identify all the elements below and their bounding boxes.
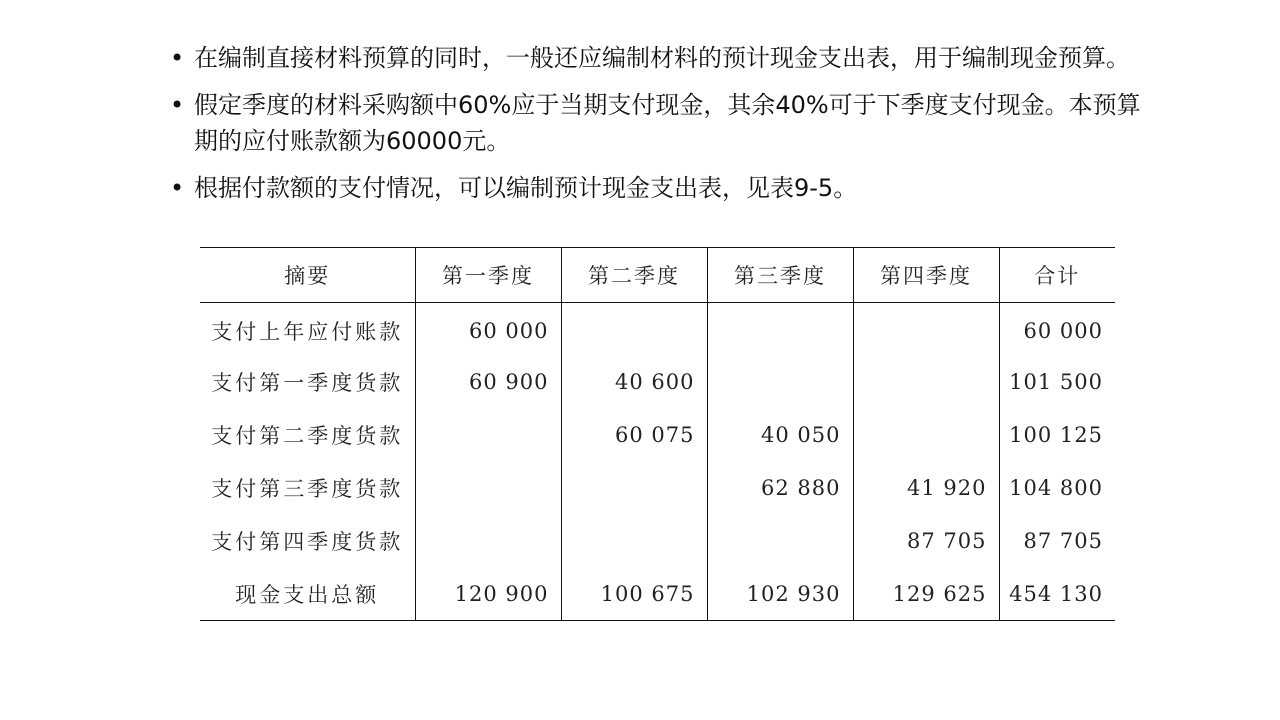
- row-label: 支付第三季度货款: [211, 477, 404, 501]
- column-header: 摘要: [200, 248, 415, 303]
- row-label: 支付第二季度货款: [211, 424, 404, 448]
- cash-expenditure-table: [200, 247, 1115, 621]
- row-label: 现金支出总额: [200, 568, 415, 621]
- table-cell: 101 500: [999, 356, 1115, 409]
- table-cell: [561, 515, 707, 568]
- table-cell: 102 930: [707, 568, 853, 621]
- table-cell: 60 000: [999, 303, 1115, 356]
- table-cell: 129 625: [853, 568, 999, 621]
- table-cell: [853, 303, 999, 356]
- table-row: [200, 409, 1115, 462]
- row-label: 支付上年应付账款: [211, 320, 404, 345]
- table-cell: [853, 356, 999, 409]
- bullet-list: [170, 40, 1150, 217]
- table-cell: 454 130: [999, 568, 1115, 621]
- table-cell: [415, 462, 561, 515]
- table-cell: [707, 356, 853, 409]
- table-cell: [707, 303, 853, 356]
- column-header: 合计: [999, 248, 1115, 303]
- table-cell: [853, 409, 999, 462]
- table-cell: 60 900: [415, 356, 561, 409]
- cash-expenditure-table-wrapper: [200, 247, 1115, 621]
- table-header-row: [200, 248, 1115, 303]
- table-cell: 87 705: [999, 515, 1115, 568]
- table-cell: 62 880: [707, 462, 853, 515]
- table-cell: [561, 303, 707, 356]
- table-cell: [415, 515, 561, 568]
- table-cell: 120 900: [415, 568, 561, 621]
- table-row-total: [200, 568, 1115, 621]
- table-cell: 100 125: [999, 409, 1115, 462]
- table-cell: 60 075: [561, 409, 707, 462]
- table-cell: 60 000: [415, 303, 561, 356]
- table-cell: [561, 462, 707, 515]
- bullet-item: • 假定季度的材料采购额中60%应于当期支付现金，其余40%可于下季度支付现金。本预算期的应付账款额为60000元。: [170, 87, 1150, 159]
- table-cell: 100 675: [561, 568, 707, 621]
- table-row: [200, 515, 1115, 568]
- table-cell: 40 600: [561, 356, 707, 409]
- row-label: 支付第一季度货款: [211, 371, 404, 395]
- table-cell: 104 800: [999, 462, 1115, 515]
- table-cell: [415, 409, 561, 462]
- bullet-item: • 在编制直接材料预算的同时，一般还应编制材料的预计现金支出表，用于编制现金预算。: [170, 40, 1150, 76]
- column-header: 第二季度: [561, 248, 707, 303]
- table-cell: 87 705: [853, 515, 999, 568]
- table-row: [200, 356, 1115, 409]
- table-cell: 41 920: [853, 462, 999, 515]
- table-row: [200, 462, 1115, 515]
- column-header: 第一季度: [415, 248, 561, 303]
- column-header: 第三季度: [707, 248, 853, 303]
- column-header: 第四季度: [853, 248, 999, 303]
- bullet-item: • 根据付款额的支付情况，可以编制预计现金支出表，见表9-5。: [170, 170, 1150, 206]
- table-cell: 40 050: [707, 409, 853, 462]
- table-cell: [707, 515, 853, 568]
- table-row: [200, 303, 1115, 356]
- row-label: 支付第四季度货款: [211, 530, 404, 554]
